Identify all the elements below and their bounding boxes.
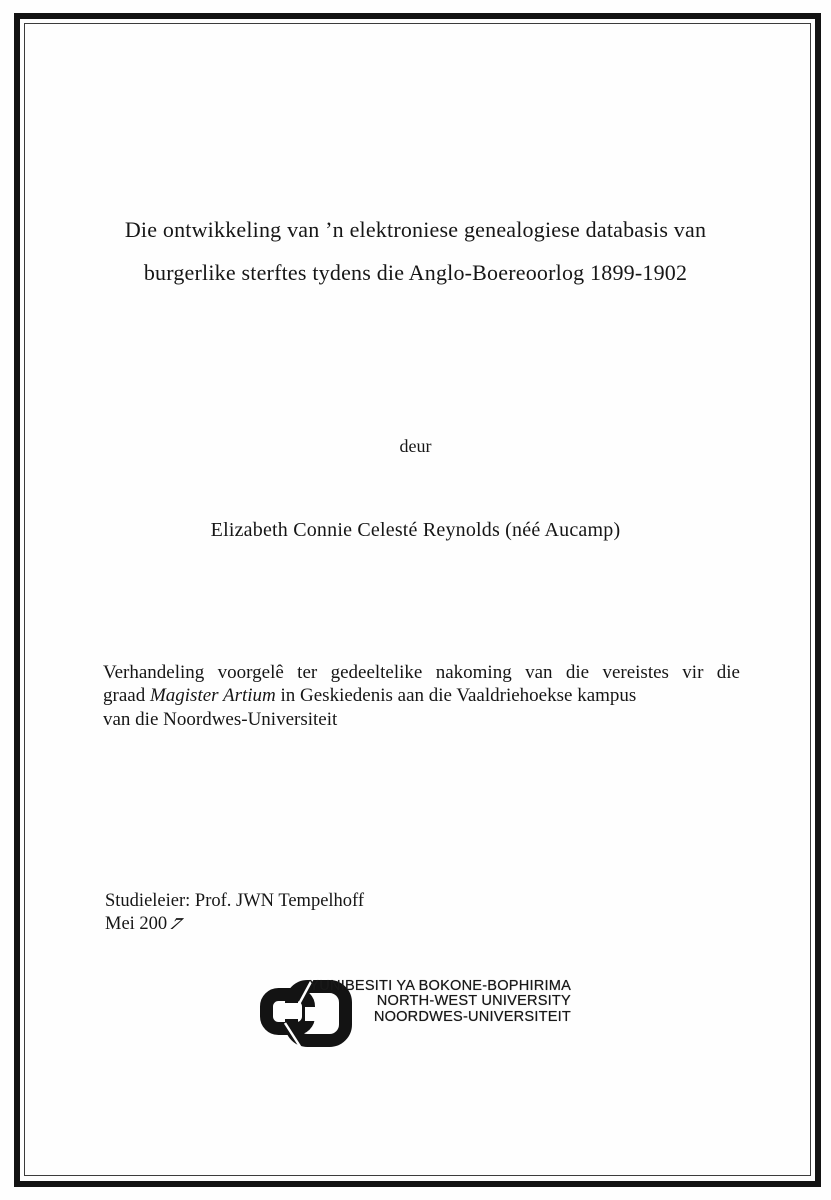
thesis-title-line-1: Die ontwikkeling van ’n elektroniese genealogiese databasis van	[124, 217, 707, 242]
statement-line-2-pre: graad	[103, 685, 150, 707]
date-line	[105, 913, 364, 936]
university-name-afrikaans: NOORDWES-UNIVERSITEIT	[373, 1008, 571, 1025]
thesis-title-line-2: burgerlike sterftes tydens die Anglo-Boereoorlog 1899-1902	[143, 259, 688, 285]
university-name-english: NORTH-WEST UNIVERSITY	[376, 993, 571, 1010]
university-name-setswana: YUNIBESITI YA BOKONE-BOPHIRIMA	[309, 978, 571, 994]
thesis-statement	[103, 661, 740, 731]
date-prefix: Mei 200	[105, 914, 168, 934]
statement-line-2	[103, 684, 740, 707]
statement-line-2-post: in Geskiedenis aan die Vaaldriehoekse kampus	[275, 685, 637, 707]
statement-degree-italic: Magister Artium	[149, 685, 276, 707]
statement-line-1: Verhandeling voorgelê ter gedeeltelike nakoming van die vereistes vir die	[103, 662, 740, 683]
university-wordmark	[309, 979, 571, 1025]
statement-line-3: van die Noordwes-Universiteit	[103, 708, 338, 730]
thesis-title	[60, 209, 771, 294]
byline-label: deur	[399, 436, 432, 456]
date-last-digit: 7	[165, 915, 187, 934]
author-name: Elizabeth Connie Celesté Reynolds (néé Aucamp)	[210, 519, 621, 541]
supervisor-block	[105, 890, 364, 936]
supervisor-line: Studieleier: Prof. JWN Tempelhoff	[105, 891, 365, 911]
